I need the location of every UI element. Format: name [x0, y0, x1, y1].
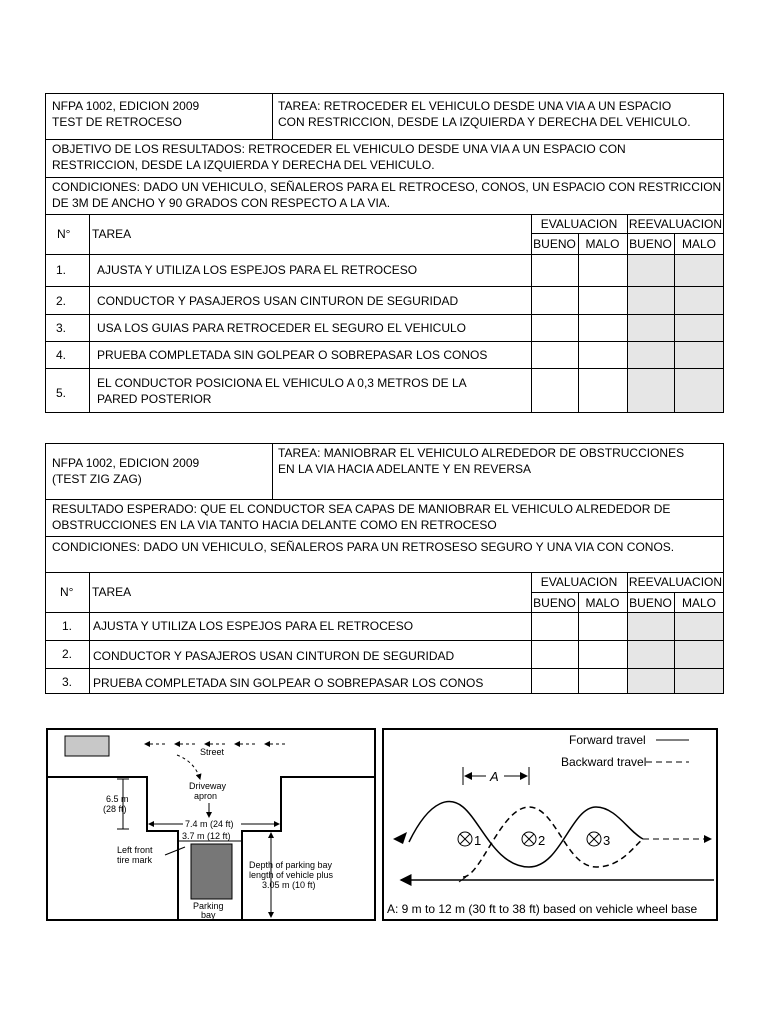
expected-result-text: RESULTADO ESPERADO: QUE EL CONDUCTOR SEA CAPAS DE MANIOBRAR EL VEHICULO ALREDEDOR DE OBSTRUCCIONES EN LA VIA TANTO HACIA DELANTE COMO EN RETROCESO [52, 502, 671, 532]
diagram-frame [383, 729, 717, 920]
col-task-header: TAREA [92, 585, 132, 599]
vehicle-rect [191, 844, 232, 899]
apron-label-2: apron [194, 791, 218, 801]
row-1-number: 1. [62, 619, 73, 633]
tire-mark-label-2: tire mark [117, 855, 153, 865]
eval-bueno-header: BUENO [533, 237, 576, 251]
bay-depth-label-1: Depth of parking bay [249, 860, 333, 870]
apron-width-label: 7.4 m (24 ft) [185, 819, 234, 829]
standard-line-1: NFPA 1002, EDICION 2009 [52, 456, 200, 470]
standard-line-2: (TEST ZIG ZAG) [52, 472, 142, 486]
apron-depth-label-2: (28 ft) [103, 804, 127, 814]
reeval-bueno-header: BUENO [629, 596, 672, 610]
row-3-number: 3. [56, 321, 67, 335]
forward-travel-label: Forward travel [569, 733, 646, 747]
task-title: TAREA: RETROCEDER EL VEHICULO DESDE UNA VIA A UN ESPACIO CON RESTRICCION, DESDE LA IZQUIERDA Y DERECHA DEL VEHICULO. [278, 99, 691, 129]
task-title-2: TAREA: MANIOBRAR EL VEHICULO ALREDEDOR DE OBSTRUCCIONES EN LA VIA HACIA ADELANTE Y EN REVERSA [278, 446, 685, 476]
standard-label [52, 98, 267, 130]
dimension-a-label: A [490, 769, 499, 784]
bay-width-label: 3.7 m (12 ft) [182, 831, 231, 841]
row-3-number: 3. [62, 675, 73, 689]
row-5-number: 5. [56, 386, 67, 400]
col-eval-header: EVALUACION [540, 575, 618, 589]
row-3-task: PRUEBA COMPLETADA SIN GOLPEAR O SOBREPASAR LOS CONOS [93, 676, 484, 690]
row-1-task: AJUSTA Y UTILIZA LOS ESPEJOS PARA EL RETROCESO [97, 263, 418, 277]
eval-malo-header: MALO [585, 596, 620, 610]
zigzag-diagram [381, 727, 721, 923]
col-task-header: TAREA [92, 227, 132, 241]
parking-bay-diagram [45, 727, 377, 923]
row-4-number: 4. [56, 348, 67, 362]
col-number-header: N° [57, 227, 71, 241]
eval-malo-header: MALO [585, 237, 620, 251]
bay-depth-label-2: length of vehicle plus [249, 870, 334, 880]
bay-depth-label-3: 3.05 m (10 ft) [262, 880, 316, 890]
conditions-text-2: CONDICIONES: DADO UN VEHICULO, SEÑALEROS PARA UN RETROSESO SEGURO Y UNA VIA CON CONOS. [52, 540, 675, 554]
reeval-malo-header: MALO [681, 596, 716, 610]
row-1-number: 1. [56, 263, 67, 277]
col-reeval-header: REEVALUACION [628, 217, 723, 231]
row-2-number: 2. [56, 294, 67, 308]
objective-text: OBJETIVO DE LOS RESULTADOS: RETROCEDER EL VEHICULO DESDE UNA VIA A UN ESPACIO CON RESTRICCION, DESDE LA IZQUIERDA Y DERECHA DEL VEHICULO. [52, 142, 626, 172]
dimension-caption: A: 9 m to 12 m (30 ft to 38 ft) based on vehicle wheel base [387, 902, 698, 916]
street-label: Street [200, 747, 225, 757]
standard-label-2 [52, 455, 267, 487]
row-5-task: EL CONDUCTOR POSICIONA EL VEHICULO A 0,3 METROS DE LA PARED POSTERIOR [97, 376, 466, 406]
cone-3-label: 3 [603, 833, 611, 848]
tire-mark-label-1: Left front [117, 845, 153, 855]
col-eval-header: EVALUACION [540, 217, 618, 231]
reeval-bueno-header: BUENO [629, 237, 672, 251]
col-number-header: N° [60, 585, 74, 599]
row-1-task: AJUSTA Y UTILIZA LOS ESPEJOS PARA EL RETROCESO [93, 619, 414, 633]
standard-line-2: TEST DE RETROCESO [52, 115, 182, 129]
row-2-number: 2. [62, 647, 73, 661]
bay-label-2: bay [201, 910, 216, 920]
bay-label-1: Parking [193, 901, 224, 911]
row-2-task: CONDUCTOR Y PASAJEROS USAN CINTURON DE SEGURIDAD [93, 649, 455, 663]
reeval-shade-1 [627, 254, 723, 412]
backward-travel-label: Backward travel [561, 755, 647, 769]
reeval-shade-2 [627, 612, 723, 693]
cone-2-label: 2 [538, 833, 546, 848]
row-4-task: PRUEBA COMPLETADA SIN GOLPEAR O SOBREPASAR LOS CONOS [97, 348, 488, 362]
conditions-text: CONDICIONES: DADO UN VEHICULO, SEÑALEROS PARA EL RETROCESO, CONOS, UN ESPACIO CON RESTRICCION DE 3M DE ANCHO Y 90 GRADOS CON RESPECTO A LA VIA. [52, 180, 722, 210]
cone-1-label: 1 [474, 833, 482, 848]
reeval-malo-header: MALO [681, 237, 716, 251]
row-2-task: CONDUCTOR Y PASAJEROS USAN CINTURON DE SEGURIDAD [97, 294, 459, 308]
row-3-task: USA LOS GUIAS PARA RETROCEDER EL SEGURO EL VEHICULO [97, 321, 466, 335]
apron-label-1: Driveway [189, 781, 227, 791]
building-block [65, 736, 109, 756]
col-reeval-header: REEVALUACION [628, 575, 723, 589]
eval-bueno-header: BUENO [533, 596, 576, 610]
apron-depth-label-1: 6.5 m [106, 794, 129, 804]
standard-line-1: NFPA 1002, EDICION 2009 [52, 99, 200, 113]
